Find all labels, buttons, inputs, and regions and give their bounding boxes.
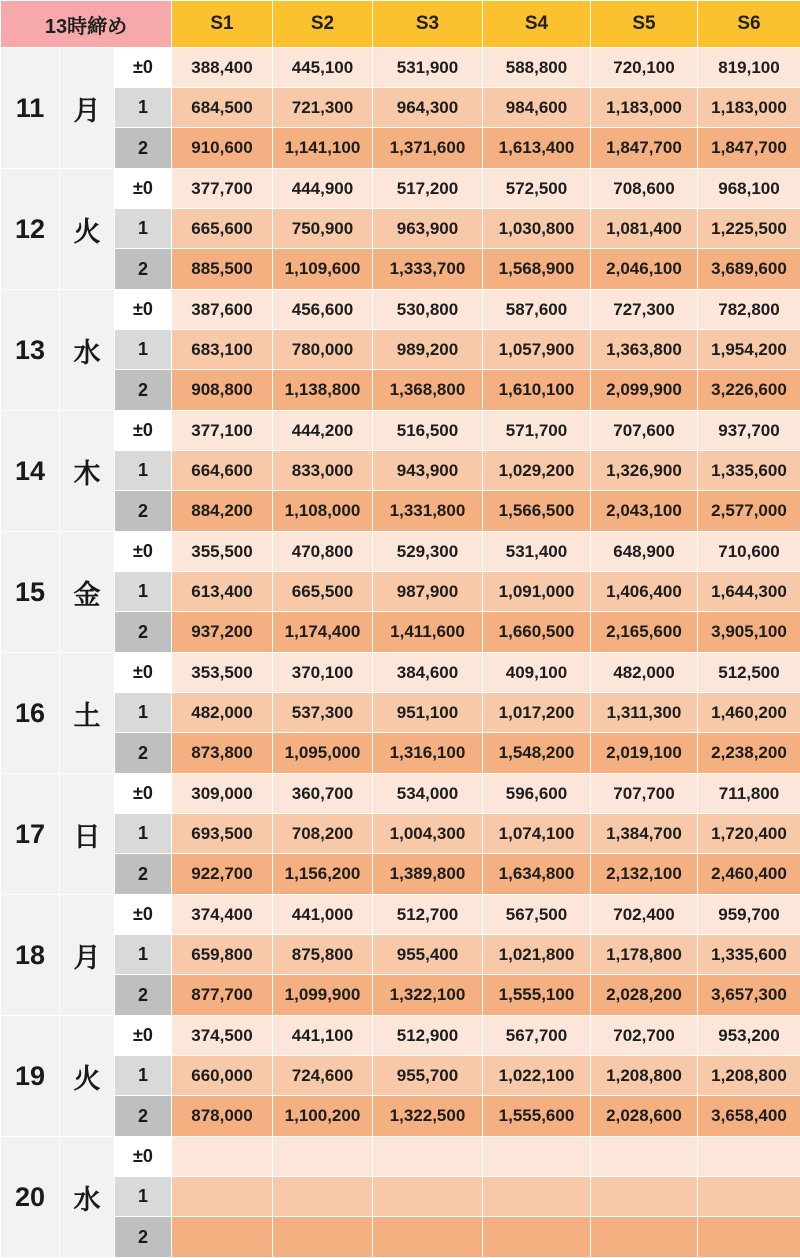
price-cell: 516,500	[373, 411, 483, 451]
header-row	[1, 1, 800, 48]
price-cell: 613,400	[172, 572, 273, 612]
level-label: 2	[115, 1096, 172, 1137]
price-cell	[483, 1217, 591, 1258]
price-cell: 1,322,500	[373, 1096, 483, 1137]
price-cell: 648,900	[591, 532, 698, 572]
price-cell: 1,022,100	[483, 1056, 591, 1096]
weekday-label: 水	[60, 290, 115, 411]
day-number: 15	[1, 532, 60, 653]
price-cell: 720,100	[591, 48, 698, 88]
price-cell: 1,634,800	[483, 854, 591, 895]
level-label: ±0	[115, 169, 172, 209]
price-cell: 512,500	[698, 653, 800, 693]
price-cell: 2,019,100	[591, 733, 698, 774]
price-cell: 660,000	[172, 1056, 273, 1096]
level-label: ±0	[115, 774, 172, 814]
price-cell: 1,660,500	[483, 612, 591, 653]
price-cell: 1,108,000	[273, 491, 373, 532]
price-cell: 444,900	[273, 169, 373, 209]
day-number: 19	[1, 1016, 60, 1137]
level-label: 1	[115, 693, 172, 733]
level-label: ±0	[115, 532, 172, 572]
level-label: 2	[115, 1217, 172, 1258]
price-cell	[273, 1177, 373, 1217]
price-cell: 470,800	[273, 532, 373, 572]
table-row	[1, 169, 800, 209]
price-cell: 2,028,600	[591, 1096, 698, 1137]
price-cell: 1,566,500	[483, 491, 591, 532]
table-row	[1, 532, 800, 572]
price-cell: 664,600	[172, 451, 273, 491]
price-cell: 1,099,900	[273, 975, 373, 1016]
price-cell: 1,368,800	[373, 370, 483, 411]
price-cell: 1,644,300	[698, 572, 800, 612]
price-cell: 3,658,400	[698, 1096, 800, 1137]
price-cell: 964,300	[373, 88, 483, 128]
table-row	[1, 814, 800, 854]
price-cell: 707,600	[591, 411, 698, 451]
price-cell: 1,091,000	[483, 572, 591, 612]
price-cell: 780,000	[273, 330, 373, 370]
price-cell: 3,905,100	[698, 612, 800, 653]
price-cell: 1,095,000	[273, 733, 373, 774]
price-cell: 727,300	[591, 290, 698, 330]
price-cell: 1,057,900	[483, 330, 591, 370]
price-cell: 370,100	[273, 653, 373, 693]
price-cell: 665,600	[172, 209, 273, 249]
weekday-label: 水	[60, 1137, 115, 1258]
price-cell: 456,600	[273, 290, 373, 330]
price-cell: 531,900	[373, 48, 483, 88]
price-cell: 708,600	[591, 169, 698, 209]
level-label: 2	[115, 128, 172, 169]
price-cell: 441,000	[273, 895, 373, 935]
price-cell: 1,406,400	[591, 572, 698, 612]
price-cell: 2,238,200	[698, 733, 800, 774]
price-cell: 1,017,200	[483, 693, 591, 733]
price-cell: 1,555,600	[483, 1096, 591, 1137]
price-cell: 1,322,100	[373, 975, 483, 1016]
price-cell: 1,411,600	[373, 612, 483, 653]
price-cell	[373, 1137, 483, 1177]
day-number: 14	[1, 411, 60, 532]
table-row	[1, 935, 800, 975]
price-cell: 1,004,300	[373, 814, 483, 854]
price-cell: 1,555,100	[483, 975, 591, 1016]
price-cell: 910,600	[172, 128, 273, 169]
price-cell: 665,500	[273, 572, 373, 612]
price-cell: 2,577,000	[698, 491, 800, 532]
level-label: 2	[115, 975, 172, 1016]
price-cell: 2,099,900	[591, 370, 698, 411]
price-cell	[172, 1177, 273, 1217]
level-label: 1	[115, 814, 172, 854]
table-row	[1, 975, 800, 1016]
level-label: 2	[115, 249, 172, 290]
price-cell: 750,900	[273, 209, 373, 249]
level-label: ±0	[115, 290, 172, 330]
level-label: 2	[115, 854, 172, 895]
price-cell	[591, 1177, 698, 1217]
table-row	[1, 370, 800, 411]
price-cell: 968,100	[698, 169, 800, 209]
price-cell: 384,600	[373, 653, 483, 693]
price-cell: 707,700	[591, 774, 698, 814]
price-cell: 819,100	[698, 48, 800, 88]
level-label: 1	[115, 451, 172, 491]
table-row	[1, 572, 800, 612]
price-cell: 1,109,600	[273, 249, 373, 290]
table-row	[1, 209, 800, 249]
price-cell: 1,613,400	[483, 128, 591, 169]
table-row	[1, 1137, 800, 1177]
price-cell: 884,200	[172, 491, 273, 532]
price-cell: 534,000	[373, 774, 483, 814]
table-row	[1, 653, 800, 693]
level-label: 1	[115, 572, 172, 612]
price-cell: 721,300	[273, 88, 373, 128]
table-row	[1, 612, 800, 653]
price-cell: 1,100,200	[273, 1096, 373, 1137]
price-cell: 2,165,600	[591, 612, 698, 653]
level-label: 2	[115, 733, 172, 774]
weekday-label: 火	[60, 1016, 115, 1137]
level-label: 2	[115, 491, 172, 532]
price-cell: 1,460,200	[698, 693, 800, 733]
price-cell: 1,183,000	[698, 88, 800, 128]
table-body	[1, 48, 800, 1258]
price-cell: 596,600	[483, 774, 591, 814]
price-cell: 1,335,600	[698, 935, 800, 975]
table-row	[1, 491, 800, 532]
price-cell: 374,500	[172, 1016, 273, 1056]
price-cell: 1,331,800	[373, 491, 483, 532]
price-cell: 531,400	[483, 532, 591, 572]
price-cell: 3,657,300	[698, 975, 800, 1016]
table-row	[1, 451, 800, 491]
price-cell: 1,141,100	[273, 128, 373, 169]
price-cell: 1,074,100	[483, 814, 591, 854]
price-cell: 1,389,800	[373, 854, 483, 895]
price-cell: 908,800	[172, 370, 273, 411]
price-cell: 1,954,200	[698, 330, 800, 370]
price-cell: 309,000	[172, 774, 273, 814]
price-cell: 1,081,400	[591, 209, 698, 249]
price-cell: 2,460,400	[698, 854, 800, 895]
price-cell: 388,400	[172, 48, 273, 88]
table-row	[1, 1096, 800, 1137]
column-header-s3: S3	[373, 1, 483, 48]
price-cell: 441,100	[273, 1016, 373, 1056]
price-cell: 1,183,000	[591, 88, 698, 128]
level-label: 2	[115, 612, 172, 653]
price-cell: 702,700	[591, 1016, 698, 1056]
price-cell: 517,200	[373, 169, 483, 209]
price-cell: 360,700	[273, 774, 373, 814]
price-cell: 1,333,700	[373, 249, 483, 290]
price-cell: 2,028,200	[591, 975, 698, 1016]
price-cell: 711,800	[698, 774, 800, 814]
price-cell: 833,000	[273, 451, 373, 491]
price-cell: 353,500	[172, 653, 273, 693]
price-cell: 1,363,800	[591, 330, 698, 370]
price-cell: 1,138,800	[273, 370, 373, 411]
price-cell: 984,600	[483, 88, 591, 128]
day-number: 11	[1, 48, 60, 169]
day-number: 13	[1, 290, 60, 411]
price-cell	[483, 1137, 591, 1177]
table-row	[1, 48, 800, 88]
price-cell: 684,500	[172, 88, 273, 128]
price-cell: 377,100	[172, 411, 273, 451]
price-cell: 782,800	[698, 290, 800, 330]
corner-label: 13時締め	[1, 1, 172, 48]
price-cell: 444,200	[273, 411, 373, 451]
price-cell: 572,500	[483, 169, 591, 209]
level-label: 1	[115, 209, 172, 249]
price-cell: 530,800	[373, 290, 483, 330]
price-cell: 885,500	[172, 249, 273, 290]
day-number: 17	[1, 774, 60, 895]
price-cell: 1,335,600	[698, 451, 800, 491]
weekday-label: 日	[60, 774, 115, 895]
table-row	[1, 854, 800, 895]
price-cell: 987,900	[373, 572, 483, 612]
price-cell: 537,300	[273, 693, 373, 733]
table-row	[1, 774, 800, 814]
table-row	[1, 693, 800, 733]
weekday-label: 金	[60, 532, 115, 653]
table-row	[1, 895, 800, 935]
price-cell: 708,200	[273, 814, 373, 854]
price-cell: 953,200	[698, 1016, 800, 1056]
price-cell: 1,548,200	[483, 733, 591, 774]
price-cell: 989,200	[373, 330, 483, 370]
level-label: ±0	[115, 48, 172, 88]
price-cell: 1,208,800	[698, 1056, 800, 1096]
price-cell: 951,100	[373, 693, 483, 733]
price-cell: 2,043,100	[591, 491, 698, 532]
price-cell: 588,800	[483, 48, 591, 88]
price-cell: 1,720,400	[698, 814, 800, 854]
table-row	[1, 411, 800, 451]
weekday-label: 月	[60, 48, 115, 169]
price-cell: 878,000	[172, 1096, 273, 1137]
table-row	[1, 1177, 800, 1217]
price-cell: 512,900	[373, 1016, 483, 1056]
column-header-s5: S5	[591, 1, 698, 48]
price-cell	[698, 1177, 800, 1217]
column-header-s4: S4	[483, 1, 591, 48]
table-row	[1, 1217, 800, 1258]
price-cell: 1,208,800	[591, 1056, 698, 1096]
price-cell: 693,500	[172, 814, 273, 854]
weekday-label: 月	[60, 895, 115, 1016]
level-label: 1	[115, 1056, 172, 1096]
price-cell	[591, 1217, 698, 1258]
price-cell	[172, 1217, 273, 1258]
day-number: 12	[1, 169, 60, 290]
price-cell: 512,700	[373, 895, 483, 935]
price-cell	[273, 1217, 373, 1258]
price-cell: 959,700	[698, 895, 800, 935]
price-cell: 3,689,600	[698, 249, 800, 290]
price-cell: 1,021,800	[483, 935, 591, 975]
table-row	[1, 1016, 800, 1056]
level-label: 2	[115, 370, 172, 411]
price-cell	[698, 1137, 800, 1177]
price-cell	[273, 1137, 373, 1177]
price-cell: 659,800	[172, 935, 273, 975]
price-cell: 955,700	[373, 1056, 483, 1096]
day-number: 20	[1, 1137, 60, 1258]
table-row	[1, 330, 800, 370]
column-header-s2: S2	[273, 1, 373, 48]
price-cell	[698, 1217, 800, 1258]
price-cell: 3,226,600	[698, 370, 800, 411]
day-number: 18	[1, 895, 60, 1016]
price-cell: 377,700	[172, 169, 273, 209]
column-header-s1: S1	[172, 1, 273, 48]
price-cell: 2,046,100	[591, 249, 698, 290]
level-label: ±0	[115, 1016, 172, 1056]
weekday-label: 火	[60, 169, 115, 290]
price-cell: 1,384,700	[591, 814, 698, 854]
weekday-label: 木	[60, 411, 115, 532]
price-cell: 567,500	[483, 895, 591, 935]
table-row	[1, 733, 800, 774]
price-cell: 1,030,800	[483, 209, 591, 249]
price-cell: 374,400	[172, 895, 273, 935]
price-cell: 1,568,900	[483, 249, 591, 290]
table-row	[1, 88, 800, 128]
price-cell: 963,900	[373, 209, 483, 249]
price-cell: 724,600	[273, 1056, 373, 1096]
price-cell: 937,200	[172, 612, 273, 653]
price-cell: 1,178,800	[591, 935, 698, 975]
price-cell: 1,847,700	[698, 128, 800, 169]
level-label: ±0	[115, 1137, 172, 1177]
price-cell: 482,000	[172, 693, 273, 733]
price-cell	[483, 1177, 591, 1217]
price-cell: 1,371,600	[373, 128, 483, 169]
level-label: 1	[115, 1177, 172, 1217]
level-label: 1	[115, 88, 172, 128]
price-cell: 955,400	[373, 935, 483, 975]
price-cell: 445,100	[273, 48, 373, 88]
price-cell	[373, 1217, 483, 1258]
level-label: ±0	[115, 411, 172, 451]
price-cell: 1,316,100	[373, 733, 483, 774]
price-cell: 877,700	[172, 975, 273, 1016]
price-cell: 409,100	[483, 653, 591, 693]
price-cell: 571,700	[483, 411, 591, 451]
price-cell: 1,847,700	[591, 128, 698, 169]
day-number: 16	[1, 653, 60, 774]
table-row	[1, 290, 800, 330]
price-cell: 1,326,900	[591, 451, 698, 491]
price-cell: 587,600	[483, 290, 591, 330]
price-cell: 482,000	[591, 653, 698, 693]
price-cell: 683,100	[172, 330, 273, 370]
weekday-label: 土	[60, 653, 115, 774]
price-cell: 529,300	[373, 532, 483, 572]
level-label: 1	[115, 330, 172, 370]
price-cell: 710,600	[698, 532, 800, 572]
price-cell: 875,800	[273, 935, 373, 975]
price-cell: 1,174,400	[273, 612, 373, 653]
price-cell	[373, 1177, 483, 1217]
column-header-s6: S6	[698, 1, 800, 48]
price-cell: 1,029,200	[483, 451, 591, 491]
level-label: ±0	[115, 895, 172, 935]
price-cell: 1,311,300	[591, 693, 698, 733]
table-row	[1, 128, 800, 169]
price-cell: 702,400	[591, 895, 698, 935]
price-cell: 943,900	[373, 451, 483, 491]
price-cell: 937,700	[698, 411, 800, 451]
price-cell: 1,156,200	[273, 854, 373, 895]
level-label: ±0	[115, 653, 172, 693]
price-cell: 355,500	[172, 532, 273, 572]
price-cell: 873,800	[172, 733, 273, 774]
price-cell	[591, 1137, 698, 1177]
price-cell: 387,600	[172, 290, 273, 330]
price-cell: 1,225,500	[698, 209, 800, 249]
table-row	[1, 1056, 800, 1096]
price-cell: 922,700	[172, 854, 273, 895]
price-cell: 2,132,100	[591, 854, 698, 895]
table-row	[1, 249, 800, 290]
price-cell	[172, 1137, 273, 1177]
price-cell: 1,610,100	[483, 370, 591, 411]
level-label: 1	[115, 935, 172, 975]
price-cell: 567,700	[483, 1016, 591, 1056]
